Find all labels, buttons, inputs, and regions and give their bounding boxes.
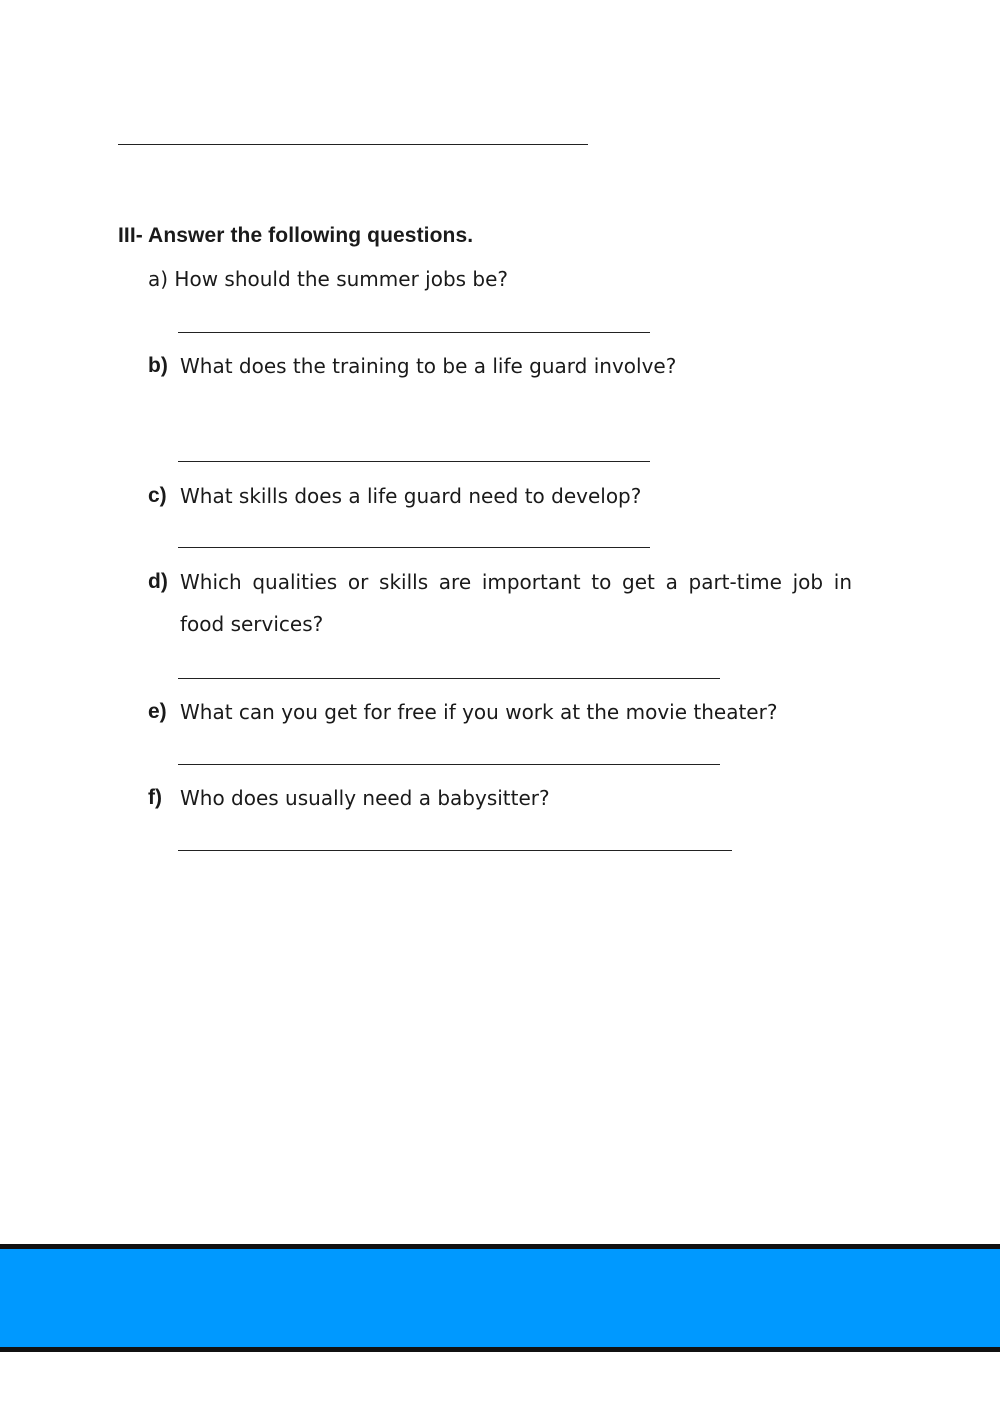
question-c-label: c) [148,484,167,507]
answer-line-e[interactable] [178,764,720,765]
question-b-label: b) [148,354,168,377]
answer-line-previous[interactable] [118,144,588,145]
question-a-label: a) [148,267,169,291]
question-c-text: What skills does a life guard need to develop? [180,484,642,508]
answer-line-d[interactable] [178,678,720,679]
question-e-label: e) [148,700,167,723]
question-d-label: d) [148,570,168,593]
question-b-text: What does the training to be a life guard involve? [180,354,677,378]
question-f-label: f) [148,786,162,809]
question-a-text: How should the summer jobs be? [174,267,509,291]
answer-line-b[interactable] [178,461,650,462]
question-e-text: What can you get for free if you work at the movie theater? [180,700,778,724]
footer-band [0,1244,1000,1352]
question-f-text: Who does usually need a babysitter? [180,786,550,810]
answer-line-a[interactable] [178,332,650,333]
section-title: III- Answer the following questions. [118,224,474,247]
answer-line-f[interactable] [178,850,732,851]
question-a [148,258,508,300]
question-d-text: Which qualities or skills are important to get a part-time job in food services? [180,570,852,636]
answer-line-c[interactable] [178,547,650,548]
